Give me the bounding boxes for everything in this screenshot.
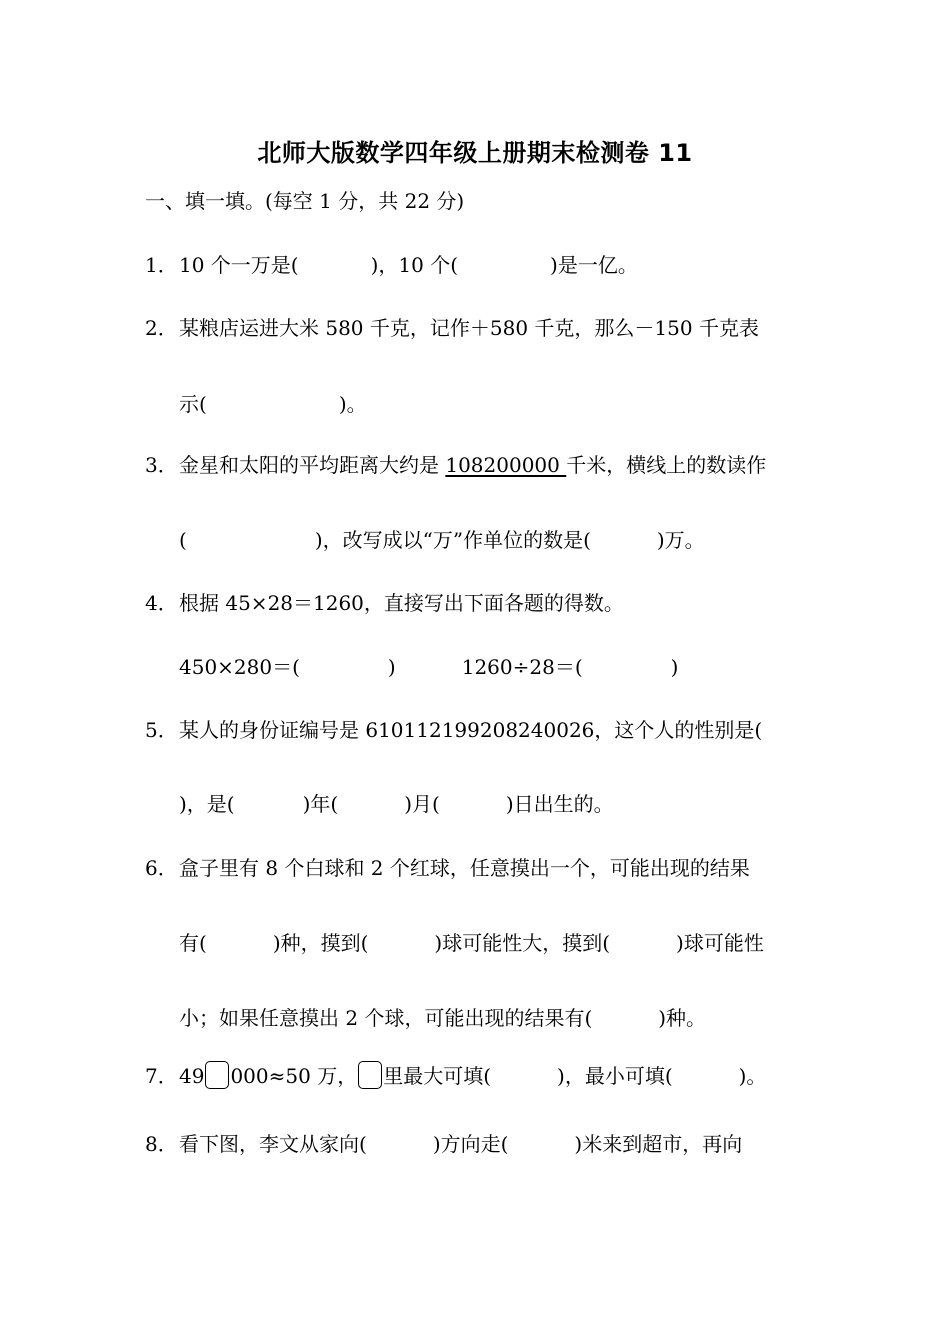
q3-text-d: )，改写成以“万”作单位的数是( [314, 528, 591, 552]
q6-text-a: 盒子里有 8 个白球和 2 个红球，任意摸出一个，可能出现的结果 [179, 856, 750, 880]
question-4-exprs [179, 653, 678, 681]
q8-text-c: )米来到超市，再向 [574, 1132, 743, 1156]
question-6-cont2 [179, 1004, 706, 1032]
question-8 [145, 1130, 742, 1158]
q6-text-g: )种。 [658, 1006, 707, 1030]
question-5-cont [179, 790, 614, 818]
q5-text-e: )日出生的。 [505, 792, 614, 816]
question-6-cont [179, 929, 764, 957]
expression-1: 450×280＝( [179, 655, 300, 679]
question-number: 3． [145, 453, 178, 477]
question-number: 1． [145, 253, 178, 277]
q2-text-b: 示( [179, 392, 207, 416]
question-5 [145, 716, 762, 744]
question-3-cont [179, 526, 705, 554]
q6-text-c: )种，摸到( [272, 931, 369, 955]
q5-text-d: )月( [404, 792, 440, 816]
q7-text-e: )。 [738, 1064, 767, 1088]
digit-box [205, 1061, 229, 1089]
underlined-number: 108200000 [445, 453, 567, 477]
question-3 [145, 451, 766, 479]
q5-text-c: )年( [302, 792, 339, 816]
q1-text-b: )，10 个( [370, 253, 459, 277]
q7-text-a: 49 [179, 1064, 205, 1088]
q5-text-b: )，是( [179, 792, 235, 816]
question-number: 2． [145, 316, 178, 340]
q3-text-c: ( [179, 528, 187, 552]
q5-text-a: 某人的身份证编号是 610112199208240026，这个人的性别是( [179, 718, 763, 742]
q3-text-a: 金星和太阳的平均距离大约是 [179, 453, 446, 477]
q6-text-e: )球可能性 [676, 931, 764, 955]
expression-1-close: ) [387, 655, 396, 679]
q8-text-b: )方向走( [432, 1132, 509, 1156]
q7-text-c: 里最大可填( [383, 1064, 492, 1088]
q6-text-f: 小；如果任意摸出 2 个球，可能出现的结果有( [179, 1006, 593, 1030]
question-number: 8． [145, 1132, 178, 1156]
q1-text-a: 10 个一万是( [179, 253, 299, 277]
q8-text-a: 看下图，李文从家向( [179, 1132, 367, 1156]
q6-text-d: )球可能性大，摸到( [434, 931, 611, 955]
question-2 [145, 314, 759, 342]
q2-text-a: 某粮店运进大米 580 千克，记作＋580 千克，那么－150 千克表 [179, 316, 759, 340]
q2-text-c: )。 [338, 392, 367, 416]
question-4 [145, 589, 624, 617]
question-number: 5． [145, 718, 178, 742]
expression-2-close: ) [670, 655, 679, 679]
page-title: 北师大版数学四年级上册期末检测卷 11 [257, 139, 693, 167]
q7-text-d: )，最小可填( [557, 1064, 673, 1088]
q4-text-a: 根据 45×28＝1260，直接写出下面各题的得数。 [179, 591, 624, 615]
q1-text-c: )是一亿。 [550, 253, 638, 277]
q7-text-b: 000≈50 万， [230, 1064, 358, 1088]
question-1 [145, 251, 638, 279]
question-2-cont [179, 390, 367, 418]
question-7 [145, 1061, 766, 1090]
q3-text-e: )万。 [656, 528, 705, 552]
question-number: 6． [145, 856, 178, 880]
question-number: 7． [145, 1064, 178, 1088]
section-heading: 一、填一填。(每空 1 分，共 22 分) [145, 189, 465, 213]
q6-text-b: 有( [179, 931, 207, 955]
expression-2: 1260÷28＝( [461, 655, 583, 679]
question-6 [145, 854, 750, 882]
digit-box [358, 1061, 382, 1089]
q3-text-b: 千米，横线上的数读作 [566, 453, 767, 477]
question-number: 4． [145, 591, 178, 615]
